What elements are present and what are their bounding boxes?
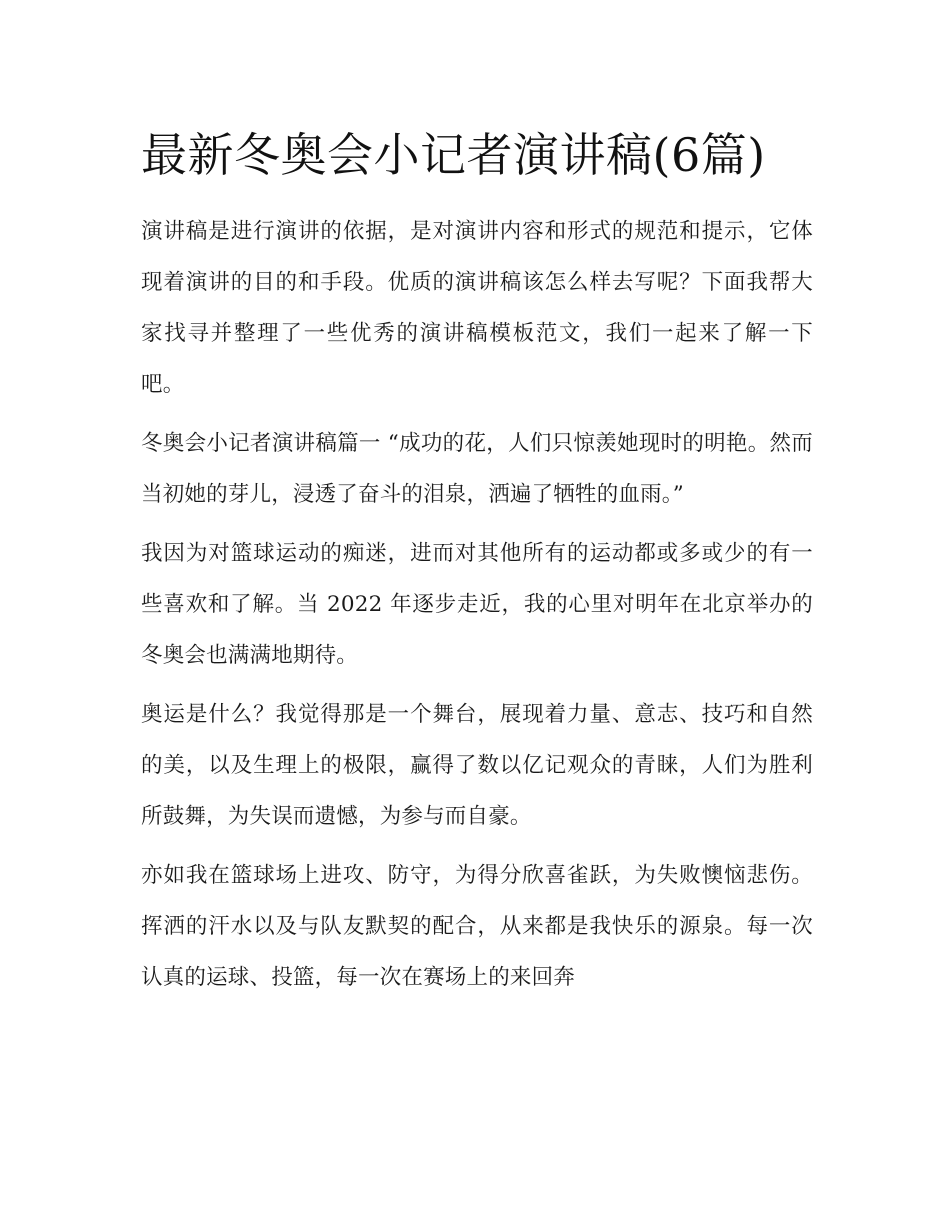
paragraph-basketball-interest: 我因为对篮球运动的痴迷，进而对其他所有的运动都或多或少的有一些喜欢和了解。当 2022 年逐步走近，我的心里对明年在北京举办的冬奥会也满满地期待。 [141,541,813,668]
paragraph-olympics-meaning: 奥运是什么？我觉得那是一个舞台，展现着力量、意志、技巧和自然的美，以及生理上的极限，赢得了数以亿记观众的青睐，人们为胜利所鼓舞，为失误而遗憾，为参与而自豪。 [141,702,813,829]
paragraph-intro: 演讲稿是进行演讲的依据，是对演讲内容和形式的规范和提示，它体现着演讲的目的和手段。优质的演讲稿该怎么样去写呢？下面我帮大家找寻并整理了一些优秀的演讲稿模板范文，我们一起来了解一下吧。 [141,219,813,397]
document-body [141,116,813,1003]
paragraph-speech-one-opening: 冬奥会小记者演讲稿篇一 “成功的花，人们只惊羡她现时的明艳。然而当初她的芽儿，浸透了奋斗的泪泉，洒遍了牺牲的血雨。” [141,431,813,507]
paragraph-basketball-court: 亦如我在篮球场上进攻、防守，为得分欣喜雀跃，为失败懊恼悲伤。挥洒的汗水以及与队友默契的配合，从来都是我快乐的源泉。每一次认真的运球、投篮，每一次在赛场上的来回奔 [141,863,813,990]
document-title: 最新冬奥会小记者演讲稿(6篇) [141,128,766,182]
